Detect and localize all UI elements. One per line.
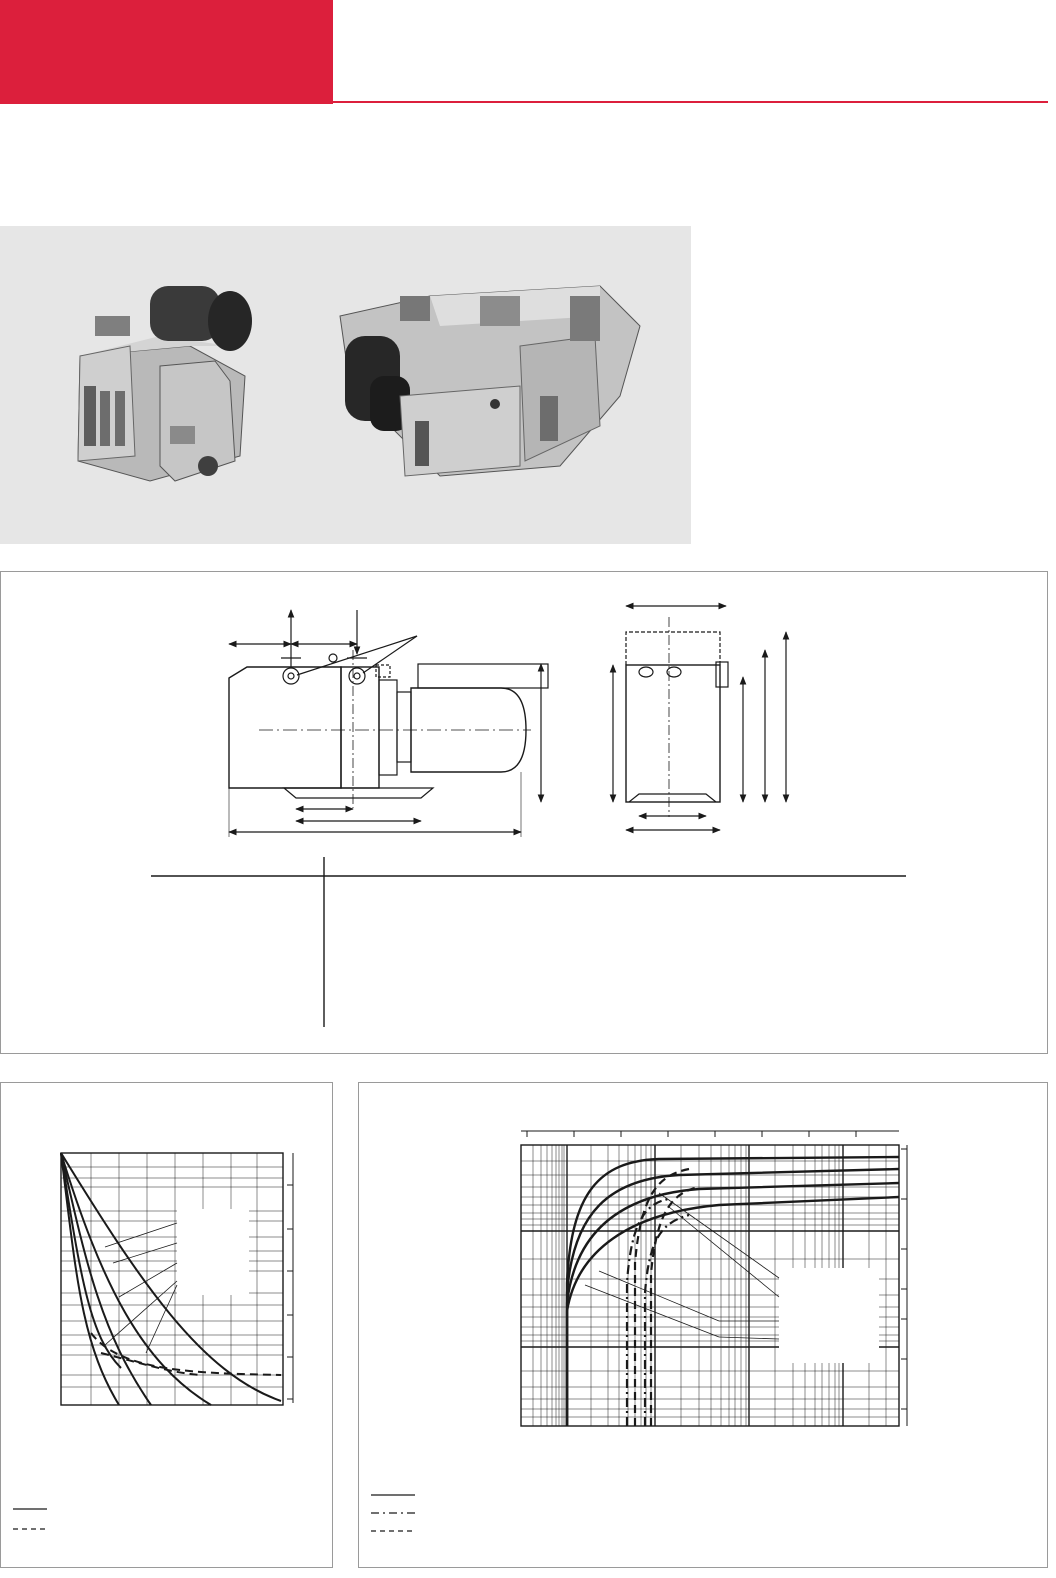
side-view-drawing [229, 610, 548, 837]
pumping-speed-curves [371, 1131, 907, 1531]
front-view-drawing [613, 606, 786, 830]
pump-photo-two-stage [340, 286, 640, 476]
pumping-speed-chart-panel [358, 1082, 1048, 1568]
header-accent-block [0, 0, 333, 104]
pump-down-curves [13, 1153, 293, 1529]
pump-down-chart-panel [0, 1082, 333, 1568]
product-photo-panel [0, 226, 691, 544]
header-rule [333, 101, 1048, 103]
pump-photo-single-stage [78, 286, 252, 481]
dimension-drawing-panel [0, 571, 1048, 1054]
empty-dimension-table [151, 857, 906, 1027]
